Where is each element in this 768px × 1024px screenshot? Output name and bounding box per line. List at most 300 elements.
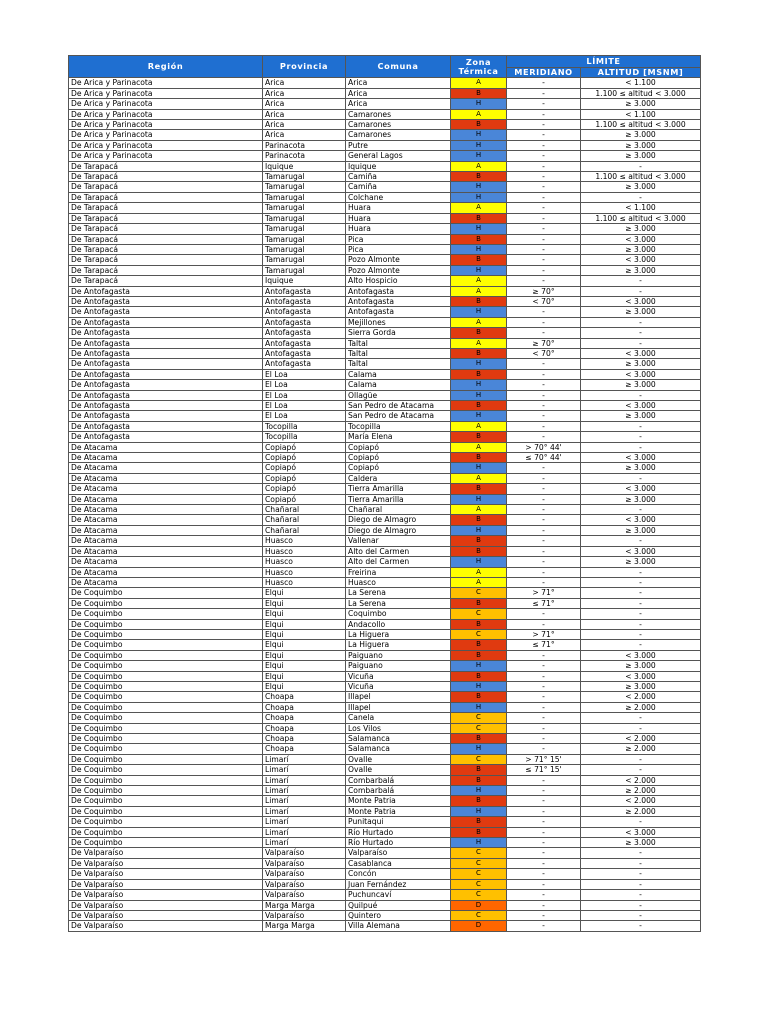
province-cell: Elqui — [263, 661, 346, 671]
region-cell: De Atacama — [69, 484, 263, 494]
altitude-cell: ≥ 2.000 — [581, 786, 701, 796]
zone-cell: H — [451, 182, 507, 192]
meridian-cell: ≤ 71° 15' — [507, 765, 581, 775]
table-row — [69, 348, 701, 358]
meridian-cell: - — [507, 775, 581, 785]
region-cell: De Atacama — [69, 557, 263, 567]
province-cell: Tamarugal — [263, 244, 346, 254]
meridian-cell: - — [507, 244, 581, 254]
meridian-cell: - — [507, 681, 581, 691]
province-cell: Tamarugal — [263, 265, 346, 275]
meridian-cell: - — [507, 432, 581, 442]
meridian-cell: ≥ 70° — [507, 286, 581, 296]
altitude-cell: - — [581, 588, 701, 598]
altitude-cell: - — [581, 328, 701, 338]
table-body — [69, 78, 701, 931]
region-cell: De Coquimbo — [69, 588, 263, 598]
region-cell: De Atacama — [69, 525, 263, 535]
region-cell: De Antofagasta — [69, 317, 263, 327]
table-row — [69, 629, 701, 639]
altitude-cell: ≥ 3.000 — [581, 244, 701, 254]
meridian-cell: - — [507, 78, 581, 88]
altitude-cell: - — [581, 765, 701, 775]
province-cell: Tamarugal — [263, 182, 346, 192]
zone-cell: B — [451, 369, 507, 379]
commune-cell: Calama — [346, 369, 451, 379]
meridian-cell: - — [507, 557, 581, 567]
meridian-cell: - — [507, 567, 581, 577]
province-cell: Iquique — [263, 276, 346, 286]
altitude-cell: 1.100 ≤ altitud < 3.000 — [581, 213, 701, 223]
zone-cell: B — [451, 213, 507, 223]
meridian-cell: - — [507, 203, 581, 213]
meridian-cell: - — [507, 536, 581, 546]
meridian-cell: - — [507, 307, 581, 317]
altitude-cell: - — [581, 505, 701, 515]
commune-cell: Ovalle — [346, 754, 451, 764]
region-cell: De Coquimbo — [69, 598, 263, 608]
region-cell: De Coquimbo — [69, 629, 263, 639]
region-cell: De Arica y Parinacota — [69, 78, 263, 88]
province-cell: Choapa — [263, 744, 346, 754]
zone-cell: A — [451, 505, 507, 515]
province-cell: Chañaral — [263, 525, 346, 535]
meridian-cell: - — [507, 619, 581, 629]
commune-cell: Alto Hospicio — [346, 276, 451, 286]
meridian-cell: < 70° — [507, 348, 581, 358]
province-cell: Tocopilla — [263, 432, 346, 442]
province-cell: Huasco — [263, 536, 346, 546]
altitude-cell: - — [581, 723, 701, 733]
zone-cell: H — [451, 744, 507, 754]
table-row — [69, 276, 701, 286]
province-cell: El Loa — [263, 380, 346, 390]
commune-cell: Monte Patria — [346, 796, 451, 806]
region-cell: De Valparaíso — [69, 910, 263, 920]
meridian-cell: - — [507, 494, 581, 504]
zone-cell: H — [451, 99, 507, 109]
commune-cell: Camarones — [346, 120, 451, 130]
altitude-cell: < 2.000 — [581, 692, 701, 702]
zone-cell: B — [451, 775, 507, 785]
commune-cell: Calama — [346, 380, 451, 390]
region-cell: De Atacama — [69, 515, 263, 525]
meridian-cell: - — [507, 744, 581, 754]
altitude-cell: - — [581, 432, 701, 442]
table-row — [69, 494, 701, 504]
meridian-cell: - — [507, 505, 581, 515]
commune-cell: Combarbalá — [346, 775, 451, 785]
province-cell: El Loa — [263, 401, 346, 411]
zone-cell: H — [451, 838, 507, 848]
zone-cell: H — [451, 130, 507, 140]
meridian-cell: - — [507, 609, 581, 619]
meridian-cell: - — [507, 380, 581, 390]
region-cell: De Coquimbo — [69, 775, 263, 785]
table-row — [69, 879, 701, 889]
zone-cell: B — [451, 401, 507, 411]
province-cell: Elqui — [263, 598, 346, 608]
commune-cell: Monte Patria — [346, 806, 451, 816]
province-cell: Huasco — [263, 557, 346, 567]
region-cell: De Atacama — [69, 546, 263, 556]
commune-cell: Iquique — [346, 161, 451, 171]
zone-cell: B — [451, 348, 507, 358]
province-cell: Arica — [263, 130, 346, 140]
zone-cell: A — [451, 276, 507, 286]
table-row — [69, 484, 701, 494]
altitude-cell: - — [581, 921, 701, 931]
commune-cell: La Higuera — [346, 629, 451, 639]
table-row — [69, 473, 701, 483]
table-row — [69, 734, 701, 744]
altitude-cell: - — [581, 338, 701, 348]
region-cell: De Valparaíso — [69, 921, 263, 931]
province-cell: Huasco — [263, 546, 346, 556]
meridian-cell: - — [507, 921, 581, 931]
meridian-cell: - — [507, 182, 581, 192]
region-cell: De Valparaíso — [69, 879, 263, 889]
meridian-cell: - — [507, 817, 581, 827]
zone-cell: D — [451, 921, 507, 931]
region-cell: De Valparaíso — [69, 900, 263, 910]
region-cell: De Tarapacá — [69, 213, 263, 223]
region-cell: De Coquimbo — [69, 827, 263, 837]
province-cell: Choapa — [263, 723, 346, 733]
zone-cell: A — [451, 286, 507, 296]
zone-cell: H — [451, 380, 507, 390]
altitude-cell: ≥ 3.000 — [581, 411, 701, 421]
meridian-cell: - — [507, 140, 581, 150]
altitude-cell: < 3.000 — [581, 515, 701, 525]
province-cell: Tamarugal — [263, 192, 346, 202]
region-cell: De Atacama — [69, 577, 263, 587]
thermal-zone-table — [68, 55, 701, 932]
region-cell: De Coquimbo — [69, 681, 263, 691]
commune-cell: Mejillones — [346, 317, 451, 327]
province-cell: Tamarugal — [263, 203, 346, 213]
commune-cell: Villa Alemana — [346, 921, 451, 931]
altitude-cell: < 2.000 — [581, 775, 701, 785]
zone-cell: B — [451, 796, 507, 806]
table-row — [69, 744, 701, 754]
province-cell: Antofagasta — [263, 359, 346, 369]
province-cell: Limarí — [263, 796, 346, 806]
commune-cell: Ovalle — [346, 765, 451, 775]
region-cell: De Antofagasta — [69, 348, 263, 358]
zone-cell: B — [451, 453, 507, 463]
meridian-cell: - — [507, 369, 581, 379]
altitude-cell: ≥ 3.000 — [581, 265, 701, 275]
province-cell: Copiapó — [263, 453, 346, 463]
commune-cell: Combarbalá — [346, 786, 451, 796]
zone-cell: C — [451, 858, 507, 868]
province-cell: Antofagasta — [263, 296, 346, 306]
commune-cell: Camarones — [346, 130, 451, 140]
zone-cell: C — [451, 848, 507, 858]
altitude-cell: ≥ 3.000 — [581, 140, 701, 150]
table-row — [69, 88, 701, 98]
meridian-cell: - — [507, 276, 581, 286]
commune-cell: Diego de Almagro — [346, 515, 451, 525]
table-row — [69, 713, 701, 723]
altitude-cell: 1.100 ≤ altitud < 3.000 — [581, 172, 701, 182]
table-row — [69, 140, 701, 150]
region-cell: De Coquimbo — [69, 713, 263, 723]
region-cell: De Coquimbo — [69, 765, 263, 775]
table-row — [69, 359, 701, 369]
meridian-cell: - — [507, 806, 581, 816]
zone-cell: H — [451, 390, 507, 400]
province-cell: Tamarugal — [263, 224, 346, 234]
commune-cell: María Elena — [346, 432, 451, 442]
zone-cell: H — [451, 786, 507, 796]
zone-cell: B — [451, 546, 507, 556]
zone-cell: B — [451, 650, 507, 660]
commune-cell: Salamanca — [346, 744, 451, 754]
commune-cell: Salamanca — [346, 734, 451, 744]
region-cell: De Arica y Parinacota — [69, 99, 263, 109]
commune-cell: Casablanca — [346, 858, 451, 868]
table-row — [69, 619, 701, 629]
commune-cell: Taltal — [346, 338, 451, 348]
table-row — [69, 99, 701, 109]
altitude-cell: 1.100 ≤ altitud < 3.000 — [581, 120, 701, 130]
table-row — [69, 598, 701, 608]
commune-cell: Huara — [346, 224, 451, 234]
zone-cell: H — [451, 463, 507, 473]
table-row — [69, 588, 701, 598]
region-cell: De Antofagasta — [69, 432, 263, 442]
province-cell: Valparaíso — [263, 890, 346, 900]
region-cell: De Valparaíso — [69, 869, 263, 879]
province-cell: Copiapó — [263, 442, 346, 452]
table-row — [69, 848, 701, 858]
altitude-cell: ≥ 2.000 — [581, 702, 701, 712]
commune-cell: Los Vilos — [346, 723, 451, 733]
zone-cell: H — [451, 307, 507, 317]
altitude-cell: - — [581, 473, 701, 483]
commune-cell: Vicuña — [346, 681, 451, 691]
commune-cell: Illapel — [346, 702, 451, 712]
province-cell: Valparaíso — [263, 910, 346, 920]
meridian-cell: - — [507, 130, 581, 140]
province-cell: Huasco — [263, 567, 346, 577]
zone-cell: B — [451, 619, 507, 629]
region-cell: De Arica y Parinacota — [69, 88, 263, 98]
zone-cell: C — [451, 910, 507, 920]
region-cell: De Arica y Parinacota — [69, 151, 263, 161]
zone-cell: C — [451, 754, 507, 764]
altitude-cell: < 3.000 — [581, 650, 701, 660]
zone-cell: B — [451, 817, 507, 827]
table-row — [69, 411, 701, 421]
province-cell: El Loa — [263, 390, 346, 400]
zone-cell: C — [451, 869, 507, 879]
region-cell: De Antofagasta — [69, 369, 263, 379]
zone-cell: A — [451, 161, 507, 171]
table-row — [69, 453, 701, 463]
commune-cell: Alto del Carmen — [346, 557, 451, 567]
altitude-cell: < 1.100 — [581, 78, 701, 88]
zone-cell: B — [451, 255, 507, 265]
commune-cell: Freirina — [346, 567, 451, 577]
province-cell: Choapa — [263, 692, 346, 702]
province-cell: Tocopilla — [263, 421, 346, 431]
commune-cell: Pozo Almonte — [346, 255, 451, 265]
meridian-cell: - — [507, 255, 581, 265]
zone-cell: A — [451, 567, 507, 577]
zone-cell: C — [451, 890, 507, 900]
zone-cell: A — [451, 473, 507, 483]
zone-cell: H — [451, 806, 507, 816]
meridian-cell: - — [507, 879, 581, 889]
zone-cell: B — [451, 88, 507, 98]
meridian-cell: - — [507, 858, 581, 868]
table-row — [69, 754, 701, 764]
province-cell: Valparaíso — [263, 858, 346, 868]
altitude-cell: ≥ 2.000 — [581, 744, 701, 754]
zone-cell: B — [451, 296, 507, 306]
region-cell: De Coquimbo — [69, 609, 263, 619]
commune-cell: San Pedro de Atacama — [346, 401, 451, 411]
commune-cell: Copiapó — [346, 442, 451, 452]
commune-cell: Paiguano — [346, 661, 451, 671]
region-cell: De Atacama — [69, 567, 263, 577]
commune-cell: San Pedro de Atacama — [346, 411, 451, 421]
commune-cell: Colchane — [346, 192, 451, 202]
altitude-cell: - — [581, 890, 701, 900]
meridian-cell: ≤ 71° — [507, 640, 581, 650]
table-row — [69, 265, 701, 275]
meridian-cell: - — [507, 786, 581, 796]
table-row — [69, 681, 701, 691]
zone-cell: H — [451, 192, 507, 202]
meridian-cell: - — [507, 390, 581, 400]
meridian-cell: ≤ 71° — [507, 598, 581, 608]
altitude-cell: < 2.000 — [581, 734, 701, 744]
zone-cell: B — [451, 598, 507, 608]
region-cell: De Atacama — [69, 442, 263, 452]
meridian-cell: - — [507, 900, 581, 910]
province-cell: El Loa — [263, 411, 346, 421]
province-cell: Elqui — [263, 609, 346, 619]
table-row — [69, 890, 701, 900]
table-row — [69, 692, 701, 702]
region-cell: De Tarapacá — [69, 276, 263, 286]
meridian-cell: - — [507, 546, 581, 556]
altitude-cell: ≥ 3.000 — [581, 557, 701, 567]
region-cell: De Tarapacá — [69, 265, 263, 275]
region-cell: De Tarapacá — [69, 203, 263, 213]
region-cell: De Arica y Parinacota — [69, 130, 263, 140]
table-row — [69, 661, 701, 671]
zone-cell: H — [451, 151, 507, 161]
region-cell: De Coquimbo — [69, 650, 263, 660]
meridian-cell: - — [507, 401, 581, 411]
table-row — [69, 234, 701, 244]
meridian-cell: - — [507, 827, 581, 837]
table-row — [69, 317, 701, 327]
region-cell: De Coquimbo — [69, 744, 263, 754]
table-row — [69, 120, 701, 130]
altitude-cell: < 3.000 — [581, 401, 701, 411]
altitude-cell: - — [581, 910, 701, 920]
table-row — [69, 671, 701, 681]
table-row — [69, 921, 701, 931]
region-cell: De Valparaíso — [69, 848, 263, 858]
province-cell: Marga Marga — [263, 921, 346, 931]
province-cell: Choapa — [263, 702, 346, 712]
province-cell: Antofagasta — [263, 286, 346, 296]
altitude-cell: ≥ 3.000 — [581, 494, 701, 504]
region-cell: De Coquimbo — [69, 796, 263, 806]
altitude-cell: - — [581, 754, 701, 764]
zone-cell: B — [451, 172, 507, 182]
province-cell: El Loa — [263, 369, 346, 379]
zone-cell: B — [451, 734, 507, 744]
region-cell: De Tarapacá — [69, 161, 263, 171]
altitude-cell: - — [581, 900, 701, 910]
altitude-cell: < 3.000 — [581, 484, 701, 494]
table-row — [69, 858, 701, 868]
meridian-cell: - — [507, 317, 581, 327]
province-cell: Elqui — [263, 650, 346, 660]
province-cell: Huasco — [263, 577, 346, 587]
region-cell: De Tarapacá — [69, 182, 263, 192]
meridian-cell: - — [507, 713, 581, 723]
province-cell: Arica — [263, 78, 346, 88]
table-row — [69, 224, 701, 234]
altitude-cell: - — [581, 286, 701, 296]
meridian-cell: < 70° — [507, 296, 581, 306]
region-cell: De Antofagasta — [69, 359, 263, 369]
commune-cell: Antofagasta — [346, 307, 451, 317]
commune-cell: Antofagasta — [346, 296, 451, 306]
region-cell: De Coquimbo — [69, 817, 263, 827]
province-cell: Arica — [263, 99, 346, 109]
header-province: Provincia — [263, 56, 346, 78]
province-cell: Antofagasta — [263, 338, 346, 348]
table-row — [69, 328, 701, 338]
altitude-cell: ≥ 3.000 — [581, 681, 701, 691]
meridian-cell: - — [507, 463, 581, 473]
meridian-cell: - — [507, 890, 581, 900]
zone-cell: A — [451, 203, 507, 213]
region-cell: De Tarapacá — [69, 255, 263, 265]
meridian-cell: - — [507, 848, 581, 858]
meridian-cell: - — [507, 234, 581, 244]
table-row — [69, 536, 701, 546]
table-row — [69, 192, 701, 202]
region-cell: De Antofagasta — [69, 380, 263, 390]
table-row — [69, 161, 701, 171]
region-cell: De Tarapacá — [69, 244, 263, 254]
meridian-cell: - — [507, 120, 581, 130]
meridian-cell: - — [507, 796, 581, 806]
altitude-cell: - — [581, 879, 701, 889]
meridian-cell: - — [507, 650, 581, 660]
meridian-cell: - — [507, 265, 581, 275]
altitude-cell: - — [581, 421, 701, 431]
altitude-cell: - — [581, 317, 701, 327]
commune-cell: Chañaral — [346, 505, 451, 515]
table-row — [69, 151, 701, 161]
commune-cell: Arica — [346, 78, 451, 88]
region-cell: De Coquimbo — [69, 723, 263, 733]
region-cell: De Valparaíso — [69, 890, 263, 900]
commune-cell: Camiña — [346, 182, 451, 192]
